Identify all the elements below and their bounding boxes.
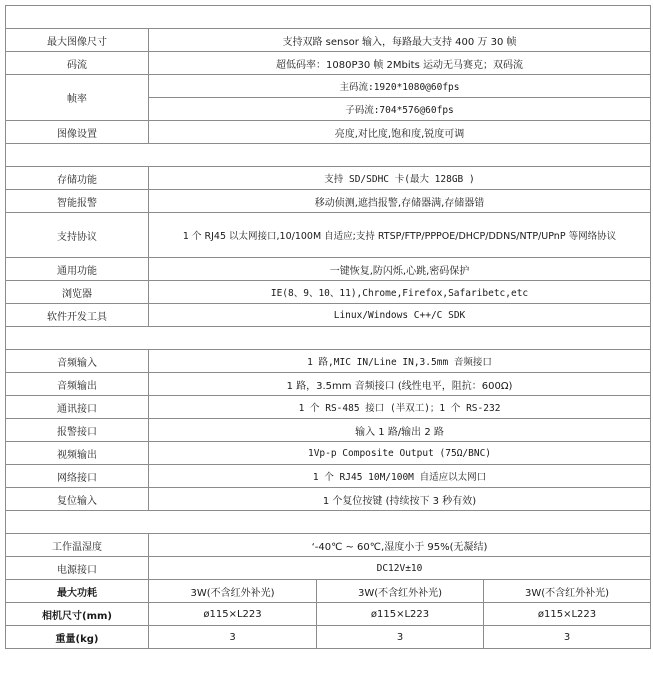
label-max-power: 最大功耗 [6, 580, 149, 603]
spec-table [5, 5, 651, 649]
value-audio-output: 1 路，3.5mm 音频接口 (线性电平，阻抗：600Ω) [149, 373, 651, 396]
label-video-output: 视频输出 [6, 442, 149, 465]
section-header-image: 图像指标 [6, 6, 651, 29]
value-dimensions-3: ø115×L223 [484, 603, 651, 626]
label-alarm-interface: 报警接口 [6, 419, 149, 442]
value-alarm-interface: 输入 1 路/输出 2 路 [149, 419, 651, 442]
value-browser: IE(8、9、10、11),Chrome,Firefox,Safaribetc,etc [149, 281, 651, 304]
value-weight-2: 3 [317, 626, 484, 649]
value-image-settings: 亮度,对比度,饱和度,锐度可调 [149, 121, 651, 144]
value-dimensions-2: ø115×L223 [317, 603, 484, 626]
value-weight-3: 3 [484, 626, 651, 649]
value-bitrate: 超低码率：1080P30 帧 2Mbits 运动无马赛克；双码流 [149, 52, 651, 75]
value-sdk: Linux/Windows C++/C SDK [149, 304, 651, 327]
label-max-image-size: 最大图像尺寸 [6, 29, 149, 52]
label-reset-input: 复位输入 [6, 488, 149, 511]
label-comm-interface: 通讯接口 [6, 396, 149, 419]
section-header-general: 一般规范 [6, 511, 651, 534]
label-camera-dimensions: 相机尺寸(mm) [6, 603, 149, 626]
label-smart-alarm: 智能报警 [6, 190, 149, 213]
label-power-interface: 电源接口 [6, 557, 149, 580]
label-storage: 存储功能 [6, 167, 149, 190]
label-weight: 重量(kg) [6, 626, 149, 649]
label-bitrate: 码流 [6, 52, 149, 75]
value-protocols: 1 个 RJ45 以太网接口,10/100M 自适应;支持 RTSP/FTP/PPPOE/DHCP/DDNS/NTP/UPnP 等网络协议 [149, 213, 651, 258]
value-smart-alarm: 移动侦测,遮挡报警,存储器满,存储器错 [149, 190, 651, 213]
value-temperature: ‘-40℃ ~ 60℃,湿度小于 95%(无凝结) [149, 534, 651, 557]
value-power-interface: DC12V±10 [149, 557, 651, 580]
value-network-interface: 1 个 RJ45 10M/100M 自适应以太网口 [149, 465, 651, 488]
value-sub-stream: 子码流:704*576@60fps [149, 98, 651, 121]
value-reset-input: 1 个复位按键 (持续按下 3 秒有效) [149, 488, 651, 511]
label-framerate: 帧率 [6, 75, 149, 121]
value-max-image-size: 支持双路 sensor 输入，每路最大支持 400 万 30 帧 [149, 29, 651, 52]
label-browser: 浏览器 [6, 281, 149, 304]
label-protocols: 支持协议 [6, 213, 149, 258]
section-header-interface: 功能接口 [6, 327, 651, 350]
label-network-interface: 网络接口 [6, 465, 149, 488]
label-general-function: 通用功能 [6, 258, 149, 281]
value-dimensions-1: ø115×L223 [149, 603, 317, 626]
value-comm-interface: 1 个 RS-485 接口 (半双工)；1 个 RS-232 [149, 396, 651, 419]
label-image-settings: 图像设置 [6, 121, 149, 144]
value-storage: 支持 SD/SDHC 卡(最大 128GB ) [149, 167, 651, 190]
value-max-power-3: 3W(不含红外补光) [484, 580, 651, 603]
section-header-network: 网络功能 [6, 144, 651, 167]
label-audio-output: 音频输出 [6, 373, 149, 396]
value-max-power-1: 3W(不含红外补光) [149, 580, 317, 603]
label-temperature: 工作温湿度 [6, 534, 149, 557]
value-max-power-2: 3W(不含红外补光) [317, 580, 484, 603]
value-video-output: 1Vp-p Composite Output (75Ω/BNC) [149, 442, 651, 465]
value-general-function: 一键恢复,防闪烁,心跳,密码保护 [149, 258, 651, 281]
label-audio-input: 音频输入 [6, 350, 149, 373]
value-weight-1: 3 [149, 626, 317, 649]
value-audio-input: 1 路,MIC IN/Line IN,3.5mm 音频接口 [149, 350, 651, 373]
label-sdk: 软件开发工具 [6, 304, 149, 327]
value-main-stream: 主码流:1920*1080@60fps [149, 75, 651, 98]
